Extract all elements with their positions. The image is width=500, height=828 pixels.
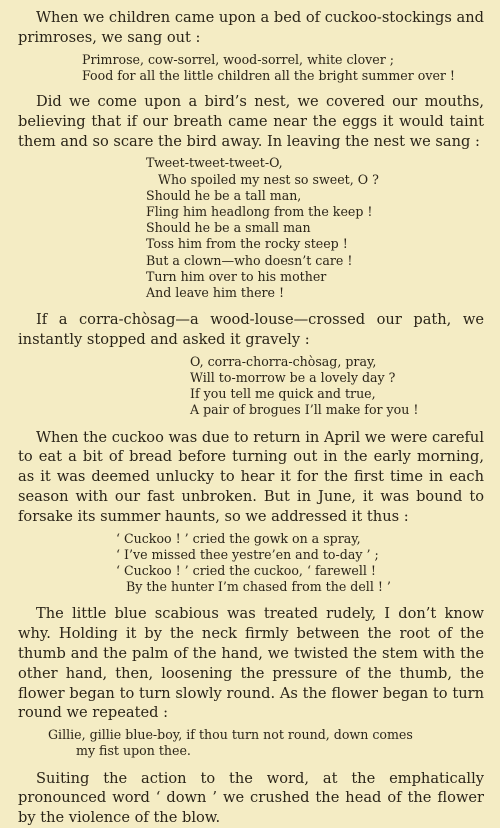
paragraph-blue-scabious: The little blue scabious was treated rudely, I don’t know why. Holding it by the neck firmly between the root of the thumb and the palm of the hand, we twisted the stem with the other hand, then, loosening the pressure of the thumb, the flower began to turn slowly round. As the flower began to turn round we repeated : bbox=[18, 605, 484, 722]
verse-line: And leave him there ! bbox=[146, 285, 285, 301]
verse-cuckoo bbox=[18, 531, 484, 596]
verse-line: Who spoiled my nest so sweet, O ? bbox=[158, 171, 379, 187]
verse-line: Primrose, cow-sorrel, wood-sorrel, white clover ; bbox=[82, 51, 394, 67]
verse-line: Gillie, gillie blue-boy, if thou turn not round, down comes bbox=[48, 727, 413, 743]
verse-scabious bbox=[18, 727, 484, 759]
paragraph-cuckoo-stockings: When we children came upon a bed of cuckoo-stockings and primroses, we sang out : bbox=[18, 9, 484, 46]
verse-line: Will to-morrow be a lovely day ? bbox=[190, 370, 396, 386]
paragraph-suiting-action: Suiting the action to the word, at the emphatically pronounced word ‘ down ’ we crushed the head of the flower by the violence of the blow. bbox=[18, 769, 484, 827]
verse-line: Tweet-tweet-tweet-O, bbox=[146, 155, 283, 171]
verse-line: A pair of brogues I’ll make for you ! bbox=[190, 402, 419, 418]
verse-line: ‘ Cuckoo ! ’ cried the cuckoo, ‘ farewell ! bbox=[116, 563, 376, 579]
verse-line: O, corra-chorra-chòsag, pray, bbox=[190, 353, 377, 369]
verse-flowers bbox=[18, 52, 484, 84]
verse-line: Turn him over to his mother bbox=[146, 268, 327, 284]
verse-line: Food for all the little children all the bright summer over ! bbox=[82, 67, 455, 83]
verse-line: But a clown—who doesn’t care ! bbox=[146, 252, 353, 268]
paragraph-wood-louse: If a corra-chòsag—a wood-louse—crossed our path, we instantly stopped and asked it gravely : bbox=[18, 311, 484, 349]
verse-nest bbox=[18, 155, 484, 301]
verse-line: my fist upon thee. bbox=[76, 743, 191, 759]
verse-line: ‘ Cuckoo ! ’ cried the gowk on a spray, bbox=[116, 530, 361, 546]
verse-line: ‘ I’ve missed thee yestre’en and to-day ’ ; bbox=[116, 546, 379, 562]
paragraph-birds-nest: Did we come upon a bird’s nest, we covered our mouths, believing that if our breath came near the eggs it would taint them and so scare the bird away. In leaving the nest we sang : bbox=[18, 93, 484, 150]
verse-line: By the hunter I’m chased from the dell ! ’ bbox=[126, 579, 391, 595]
verse-line: Toss him from the rocky steep ! bbox=[146, 236, 348, 252]
verse-line: If you tell me quick and true, bbox=[190, 386, 376, 402]
verse-line: Should he be a small man bbox=[146, 220, 311, 236]
verse-woodlouse bbox=[18, 354, 484, 419]
verse-line: Fling him headlong from the keep ! bbox=[146, 204, 373, 219]
verse-line: Should he be a tall man, bbox=[146, 187, 302, 203]
paragraph-cuckoo: When the cuckoo was due to return in April we were careful to eat a bit of bread before turning out in the early morning, as it was deemed unlucky to hear it for the first time in each season with our fast unbroken. But in June, it was bound to forsake its summer haunts, so we addressed it thus : bbox=[18, 428, 484, 525]
